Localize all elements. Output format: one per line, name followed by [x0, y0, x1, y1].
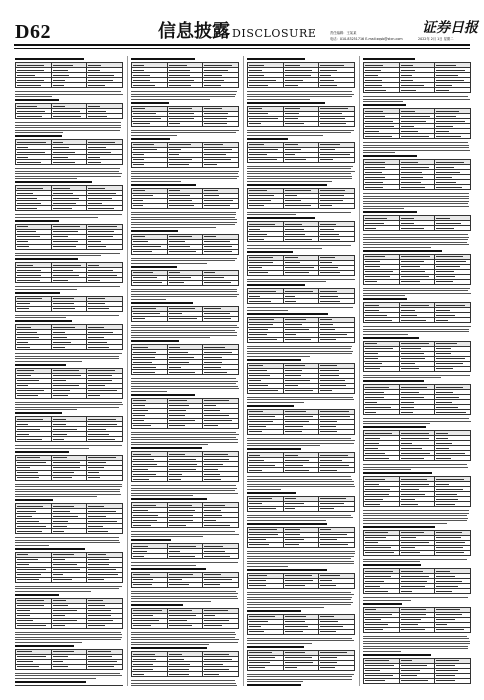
fund-block-heading	[247, 492, 296, 494]
fund-data-table	[131, 234, 239, 255]
column-divider	[243, 56, 244, 686]
fund-data-table	[247, 363, 355, 394]
fund-block-heading	[363, 104, 406, 106]
column-2	[131, 56, 239, 686]
fund-block-heading	[131, 58, 195, 60]
fund-data-table	[247, 62, 355, 88]
fund-block-heading	[247, 284, 305, 286]
fund-block-heading	[363, 211, 417, 213]
body-paragraph	[15, 286, 123, 290]
fund-block-heading	[131, 539, 171, 541]
fund-data-table	[247, 573, 355, 589]
fund-block-heading	[15, 364, 66, 366]
column-divider	[127, 56, 128, 686]
fund-block-heading	[363, 526, 435, 528]
fund-data-table	[131, 106, 239, 127]
fund-data-table	[131, 451, 239, 482]
fund-data-table	[131, 62, 239, 88]
body-paragraph	[131, 91, 239, 100]
fund-block-heading	[363, 564, 421, 566]
fund-data-table	[131, 608, 239, 629]
body-paragraph	[247, 515, 355, 521]
fund-block-heading	[15, 548, 85, 550]
body-paragraph	[15, 214, 123, 218]
fund-block-heading	[363, 603, 402, 605]
fund-block-heading	[15, 220, 59, 222]
fund-data-table	[363, 568, 471, 594]
fund-data-table	[15, 368, 123, 399]
body-paragraph	[247, 307, 355, 311]
fund-block-heading	[15, 451, 69, 453]
body-paragraph	[363, 375, 471, 379]
fund-data-table	[247, 142, 355, 163]
body-paragraph	[247, 674, 355, 683]
body-paragraph	[247, 438, 355, 447]
body-paragraph	[363, 234, 471, 248]
fund-data-table	[131, 543, 239, 559]
fund-block-heading	[131, 138, 170, 140]
body-paragraph	[131, 632, 239, 646]
fund-data-table	[15, 185, 123, 211]
fund-data-table	[15, 503, 123, 534]
body-paragraph	[363, 193, 471, 209]
contact-line: 电话：010-83251716 E-mail:zqsb@stcn.com	[330, 37, 403, 41]
fund-data-table	[15, 103, 123, 119]
body-paragraph	[363, 597, 471, 601]
header-rule-thin	[14, 48, 470, 49]
fund-data-table	[247, 527, 355, 548]
fund-block-heading	[131, 266, 177, 268]
body-paragraph	[247, 638, 355, 644]
fund-data-table	[247, 255, 355, 276]
fund-block-heading	[15, 181, 92, 183]
fund-block-heading	[131, 647, 207, 649]
fund-block-heading	[15, 412, 62, 414]
body-paragraph	[15, 537, 123, 546]
fund-block-heading	[247, 646, 304, 648]
fund-block-heading	[15, 681, 86, 683]
fund-data-table	[363, 341, 471, 372]
fund-block-heading	[15, 135, 62, 137]
body-paragraph	[15, 632, 123, 643]
body-paragraph	[363, 636, 471, 652]
fund-data-table	[131, 142, 239, 168]
fund-block-heading	[131, 568, 206, 570]
fund-data-table	[15, 62, 123, 88]
fund-block-heading	[247, 138, 288, 140]
fund-block-heading	[363, 472, 432, 474]
fund-block-heading	[247, 448, 301, 450]
body-paragraph	[247, 130, 355, 136]
fund-block-heading	[363, 250, 442, 252]
header-rule-thick	[14, 44, 470, 46]
fund-data-table	[247, 221, 355, 242]
fund-data-table	[15, 598, 123, 629]
fund-data-table	[363, 658, 471, 684]
fund-data-table	[363, 159, 471, 190]
fund-block-heading	[247, 610, 301, 612]
fund-block-heading	[131, 230, 178, 232]
fund-block-heading	[363, 380, 424, 382]
fund-block-heading	[247, 684, 301, 686]
body-paragraph	[247, 346, 355, 357]
fund-block-heading	[363, 58, 415, 60]
fund-data-table	[15, 455, 123, 481]
body-paragraph	[363, 464, 471, 470]
body-paragraph	[15, 445, 123, 449]
fund-block-heading	[247, 313, 328, 315]
body-paragraph	[363, 288, 471, 297]
fund-data-table	[131, 188, 239, 209]
column-3	[247, 56, 355, 686]
fund-data-table	[363, 384, 471, 415]
page-number: D62	[15, 21, 51, 43]
masthead	[0, 0, 484, 46]
body-paragraph	[131, 378, 239, 392]
fund-block-heading	[131, 340, 179, 342]
fund-block-heading	[15, 258, 78, 260]
fund-block-heading	[131, 447, 202, 449]
fund-data-table	[363, 430, 471, 461]
body-paragraph	[247, 592, 355, 608]
body-paragraph	[131, 432, 239, 446]
fund-data-table	[131, 398, 239, 429]
body-paragraph	[131, 171, 239, 182]
body-paragraph	[247, 212, 355, 216]
body-paragraph	[363, 418, 471, 424]
fund-block-heading	[247, 58, 305, 60]
fund-block-heading	[363, 337, 419, 339]
fund-data-table	[247, 106, 355, 127]
body-paragraph	[15, 122, 123, 133]
body-paragraph	[247, 397, 355, 403]
body-paragraph	[363, 559, 471, 563]
fund-data-table	[131, 306, 239, 322]
fund-data-table	[363, 530, 471, 556]
fund-data-table	[15, 224, 123, 250]
fund-block-heading	[131, 302, 193, 304]
fund-data-table	[363, 62, 471, 93]
body-paragraph	[247, 245, 355, 249]
body-paragraph	[363, 326, 471, 335]
fund-data-table	[131, 344, 239, 375]
fund-block-heading	[363, 155, 417, 157]
fund-data-table	[363, 476, 471, 507]
fund-data-table	[15, 296, 123, 312]
fund-block-heading	[15, 645, 74, 647]
fund-block-heading	[247, 569, 327, 571]
fund-block-heading	[15, 58, 84, 60]
fund-data-table	[247, 317, 355, 343]
column-divider	[359, 56, 360, 686]
body-paragraph	[363, 142, 471, 153]
fund-block-heading	[363, 426, 426, 428]
fund-block-heading	[15, 594, 59, 596]
body-paragraph	[131, 212, 239, 228]
body-paragraph	[15, 673, 123, 679]
editor-credit: 责任编辑：王某某	[330, 31, 357, 35]
body-paragraph	[15, 91, 123, 97]
fund-data-table	[363, 108, 471, 139]
section-title-zh: 信息披露	[158, 21, 230, 42]
fund-data-table	[15, 262, 123, 283]
section-title	[158, 22, 317, 44]
fund-data-table	[131, 502, 239, 528]
body-paragraph	[131, 258, 239, 264]
fund-data-table	[363, 215, 471, 231]
body-paragraph	[131, 531, 239, 537]
fund-block-heading	[131, 102, 169, 104]
fund-data-table	[363, 607, 471, 633]
newspaper-logo: 证券日报	[422, 20, 478, 36]
fund-block-heading	[131, 604, 183, 606]
body-paragraph	[15, 484, 123, 498]
fund-data-table	[131, 572, 239, 588]
body-paragraph	[131, 591, 239, 602]
body-paragraph	[247, 166, 355, 182]
body-paragraph	[363, 510, 471, 524]
fund-data-table	[247, 288, 355, 304]
body-paragraph	[247, 476, 355, 490]
fund-data-table	[247, 496, 355, 512]
body-paragraph	[247, 279, 355, 283]
body-paragraph	[131, 680, 239, 686]
fund-data-table	[15, 649, 123, 670]
body-paragraph	[15, 402, 123, 411]
body-paragraph	[131, 562, 239, 566]
body-paragraph	[363, 96, 471, 102]
fund-data-table	[247, 614, 355, 635]
body-paragraph	[131, 325, 239, 339]
body-paragraph	[15, 168, 123, 179]
fund-data-table	[15, 324, 123, 350]
fund-data-table	[15, 552, 123, 583]
fund-block-heading	[131, 498, 207, 500]
fund-data-table	[363, 302, 471, 323]
fund-data-table	[363, 254, 471, 285]
fund-block-heading	[247, 217, 315, 219]
fund-block-heading	[247, 251, 293, 253]
body-paragraph	[131, 130, 239, 136]
fund-block-heading	[15, 99, 59, 101]
body-paragraph	[131, 485, 239, 496]
fund-block-heading	[363, 654, 431, 656]
fund-block-heading	[15, 499, 53, 501]
fund-data-table	[247, 452, 355, 473]
body-paragraph	[131, 289, 239, 300]
column-4	[363, 56, 471, 686]
fund-block-heading	[363, 298, 407, 300]
fund-block-heading	[247, 405, 294, 407]
fund-data-table	[15, 685, 123, 687]
fund-data-table	[15, 416, 123, 442]
fund-block-heading	[247, 184, 327, 186]
fund-data-table	[247, 650, 355, 671]
issue-date: 2022年 2月 1日 星期二	[418, 37, 454, 41]
body-paragraph	[15, 315, 123, 319]
body-paragraph	[15, 586, 123, 592]
fund-data-table	[247, 409, 355, 435]
fund-block-heading	[247, 359, 301, 361]
column-1	[15, 56, 123, 686]
fund-data-table	[131, 270, 239, 286]
fund-block-heading	[131, 394, 195, 396]
fund-data-table	[247, 188, 355, 209]
fund-block-heading	[15, 320, 72, 322]
section-title-en: DISCLOSURE	[232, 27, 317, 40]
fund-data-table	[15, 139, 123, 165]
body-paragraph	[15, 353, 123, 362]
fund-block-heading	[15, 292, 60, 294]
body-paragraph	[247, 551, 355, 567]
fund-block-heading	[247, 102, 325, 104]
body-paragraph	[247, 91, 355, 100]
fund-block-heading	[131, 184, 196, 186]
fund-data-table	[131, 651, 239, 677]
fund-block-heading	[247, 523, 327, 525]
body-paragraph	[15, 253, 123, 257]
